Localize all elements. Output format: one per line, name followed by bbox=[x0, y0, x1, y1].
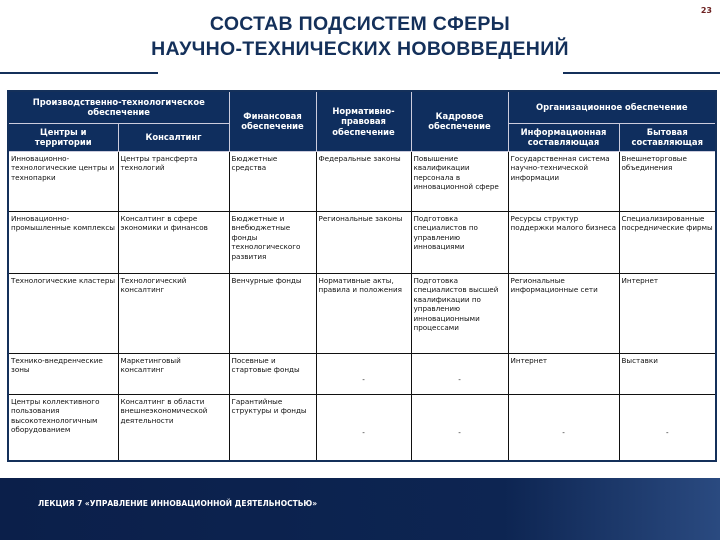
table-cell: Маркетинговый консалтинг bbox=[118, 353, 229, 394]
table-cell: Центры коллективного пользования высокотехнологичным оборудованием bbox=[8, 394, 118, 461]
header-consulting: Консалтинг bbox=[118, 123, 229, 151]
title-line-1: СОСТАВ ПОДСИСТЕМ СФЕРЫ bbox=[209, 13, 511, 35]
table-row bbox=[8, 151, 716, 211]
divider-right bbox=[563, 72, 720, 74]
table-cell: Интернет bbox=[508, 353, 619, 394]
table-cell: Технологический консалтинг bbox=[118, 273, 229, 353]
table-cell: Центры трансферта технологий bbox=[118, 151, 229, 211]
table-row bbox=[8, 273, 716, 353]
subsystems-table bbox=[7, 90, 717, 462]
table-cell: Интернет bbox=[619, 273, 716, 353]
page-title bbox=[0, 12, 720, 62]
header-centers: Центры и территории bbox=[8, 123, 118, 151]
table-cell: Инновационно-промышленные комплексы bbox=[8, 211, 118, 273]
table-cell: Выставки bbox=[619, 353, 716, 394]
table-row bbox=[8, 394, 716, 461]
header-information: Информационная составляющая bbox=[508, 123, 619, 151]
footer-lecture-title: ЛЕКЦИЯ 7 «УПРАВЛЕНИЕ ИННОВАЦИОННОЙ ДЕЯТЕЛЬНОСТЬЮ» bbox=[38, 499, 318, 508]
table-cell: Подготовка специалистов высшей квалификации по управлению инновационными процессами bbox=[411, 273, 508, 353]
header-personnel: Кадровое обеспечение bbox=[411, 91, 508, 151]
table-cell: Технологические кластеры bbox=[8, 273, 118, 353]
header-production: Производственно-технологическое обеспечение bbox=[8, 91, 229, 123]
table-cell: - bbox=[316, 394, 411, 461]
table-cell: Посевные и стартовые фонды bbox=[229, 353, 316, 394]
footer-band bbox=[0, 478, 720, 540]
table-cell: Венчурные фонды bbox=[229, 273, 316, 353]
header-household: Бытовая составляющая bbox=[619, 123, 716, 151]
table-cell: Подготовка специалистов по управлению инновациями bbox=[411, 211, 508, 273]
table-cell: Гарантийные структуры и фонды bbox=[229, 394, 316, 461]
divider-left bbox=[0, 72, 158, 74]
table-row bbox=[8, 353, 716, 394]
table-cell: Технико-внедренческие зоны bbox=[8, 353, 118, 394]
table-cell: Повышение квалификации персонала в инновационной сфере bbox=[411, 151, 508, 211]
table-cell: Региональные информационные сети bbox=[508, 273, 619, 353]
table-cell: Бюджетные и внебюджетные фонды технологического развития bbox=[229, 211, 316, 273]
table-cell: Государственная система научно-технической информации bbox=[508, 151, 619, 211]
header-legal: Нормативно-правовая обеспечение bbox=[316, 91, 411, 151]
table-cell: Бюджетные средства bbox=[229, 151, 316, 211]
table-cell: Инновационно-технологические центры и технопарки bbox=[8, 151, 118, 211]
table-cell: Консалтинг в области внешнеэкономической деятельности bbox=[118, 394, 229, 461]
table-cell: Внешнеторговые объединения bbox=[619, 151, 716, 211]
table-cell: Ресурсы структур поддержки малого бизнеса bbox=[508, 211, 619, 273]
table-cell: Нормативные акты, правила и положения bbox=[316, 273, 411, 353]
table-cell: Специализированные посреднические фирмы bbox=[619, 211, 716, 273]
table-cell: Региональные законы bbox=[316, 211, 411, 273]
table-cell: - bbox=[619, 394, 716, 461]
table-cell: - bbox=[411, 353, 508, 394]
table-cell: Федеральные законы bbox=[316, 151, 411, 211]
table-cell: - bbox=[411, 394, 508, 461]
page-number: 23 bbox=[700, 6, 712, 15]
table-cell: Консалтинг в сфере экономики и финансов bbox=[118, 211, 229, 273]
header-organizational: Организационное обеспечение bbox=[508, 91, 716, 123]
header-financial: Финансовая обеспечение bbox=[229, 91, 316, 151]
title-line-2: НАУЧНО-ТЕХНИЧЕСКИХ НОВОВВЕДЕНИЙ bbox=[151, 38, 569, 60]
table-row bbox=[8, 211, 716, 273]
table-cell: - bbox=[316, 353, 411, 394]
table-cell: - bbox=[508, 394, 619, 461]
